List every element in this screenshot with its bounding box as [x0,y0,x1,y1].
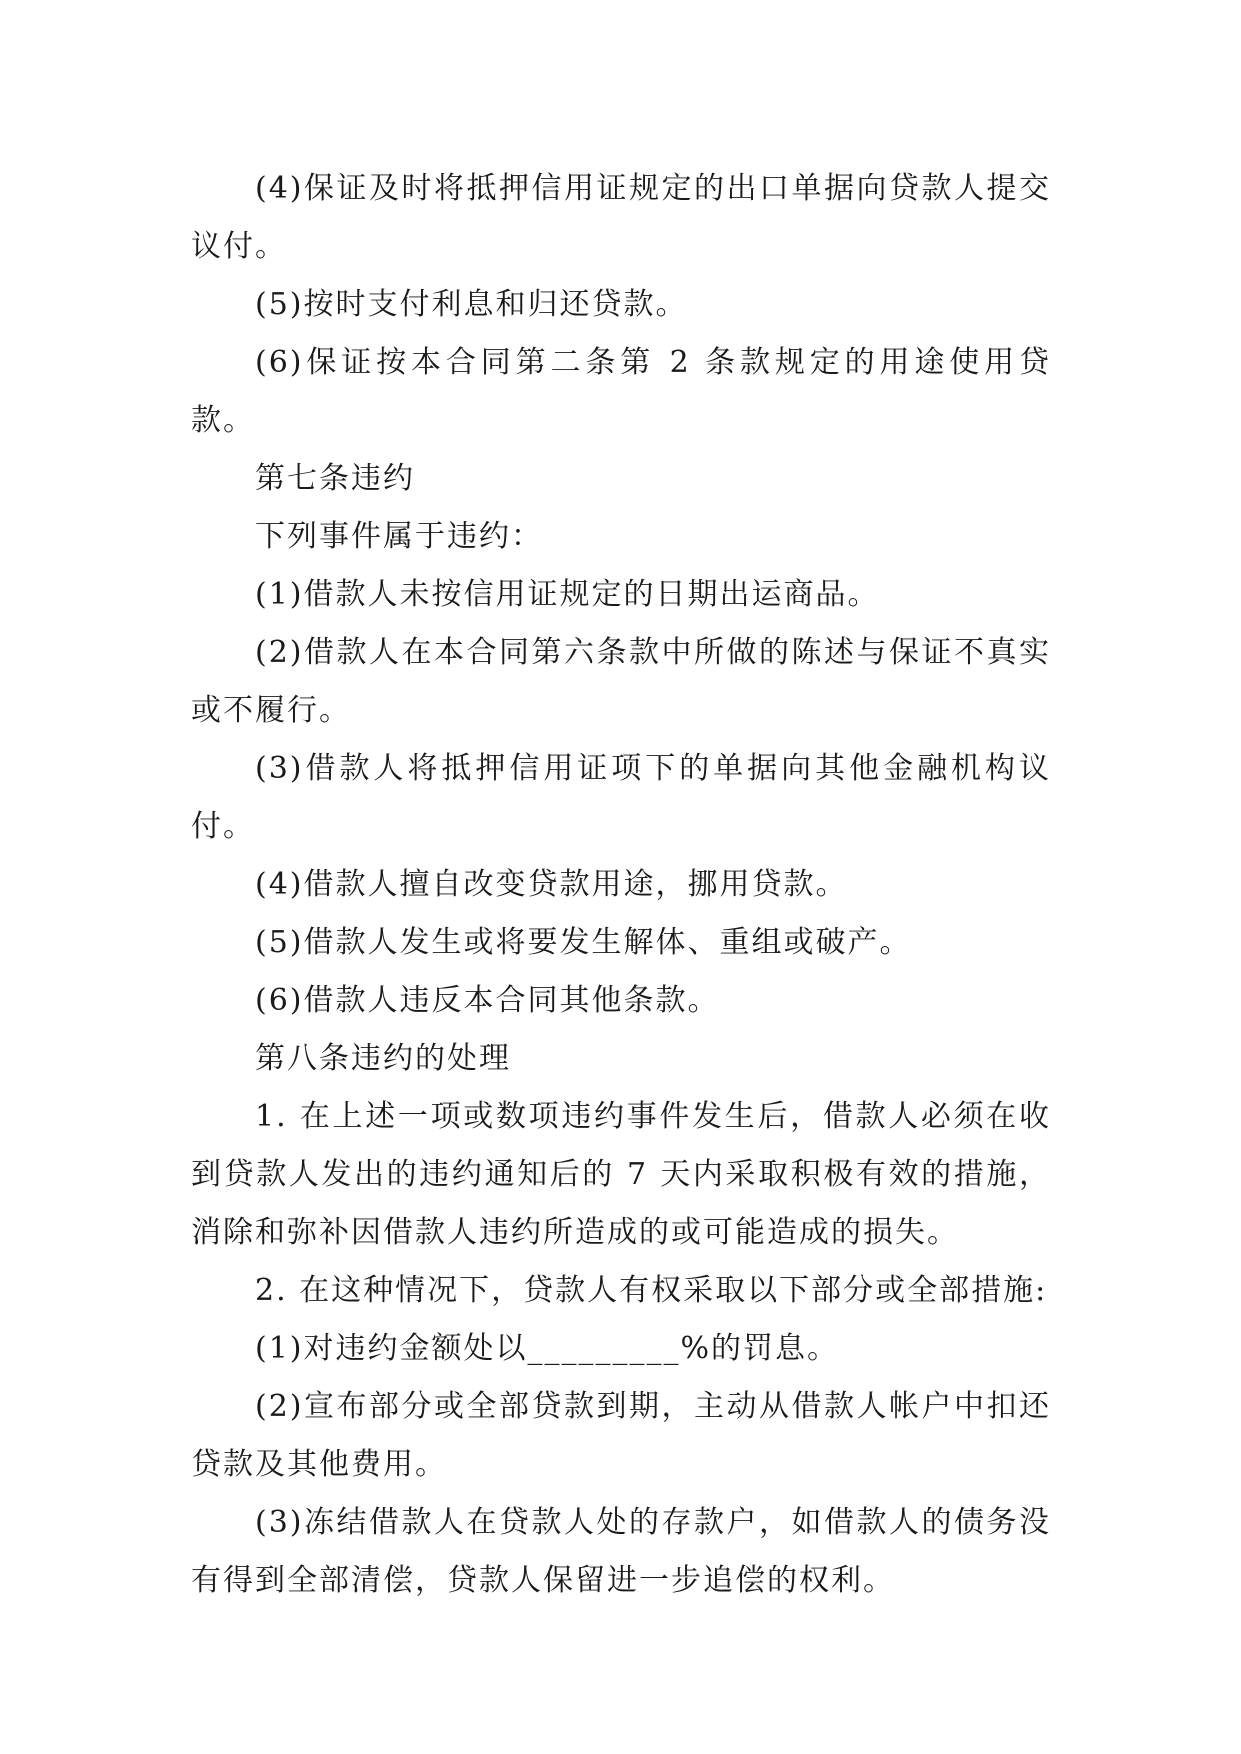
paragraph-measure-3: (3)冻结借款人在贷款人处的存款户，如借款人的债务没有得到全部清偿，贷款人保留进一步追偿的权利。 [191,1505,1051,1598]
paragraph-default-2: (2)借款人在本合同第六条款中所做的陈述与保证不真实或不履行。 [191,635,1051,728]
paragraph-default-intro: 下列事件属于违约： [255,519,543,554]
section-heading-article-8: 第八条违约的处理 [255,1041,511,1076]
paragraph-obligation-4: (4)保证及时将抵押信用证规定的出口单据向贷款人提交议付。 [191,171,1051,264]
paragraph-default-3: (3)借款人将抵押信用证项下的单据向其他金融机构议付。 [191,751,1051,844]
paragraph-default-1: (1)借款人未按信用证规定的日期出运商品。 [255,577,880,612]
paragraph-measure-2: (2)宣布部分或全部贷款到期，主动从借款人帐户中扣还贷款及其他费用。 [191,1389,1051,1482]
paragraph-default-6: (6)借款人违反本合同其他条款。 [255,983,720,1018]
paragraph-remedy-2: 2. 在这种情况下，贷款人有权采取以下部分或全部措施: [255,1273,1048,1308]
paragraph-obligation-6: (6)保证按本合同第二条第 2 条款规定的用途使用贷款。 [191,345,1051,438]
paragraph-remedy-1: 1. 在上述一项或数项违约事件发生后，借款人必须在收到贷款人发出的违约通知后的 7 天内采取积极有效的措施，消除和弥补因借款人违约所造成的或可能造成的损失。 [191,1099,1051,1250]
paragraph-default-5: (5)借款人发生或将要发生解体、重组或破产。 [255,925,912,960]
document-body [191,160,1051,1610]
paragraph-default-4: (4)借款人擅自改变贷款用途，挪用贷款。 [255,867,848,902]
section-heading-article-7: 第七条违约 [255,461,415,496]
paragraph-measure-1: (1)对违约金额处以_________%的罚息。 [255,1331,840,1366]
paragraph-obligation-5: (5)按时支付利息和归还贷款。 [255,287,688,322]
